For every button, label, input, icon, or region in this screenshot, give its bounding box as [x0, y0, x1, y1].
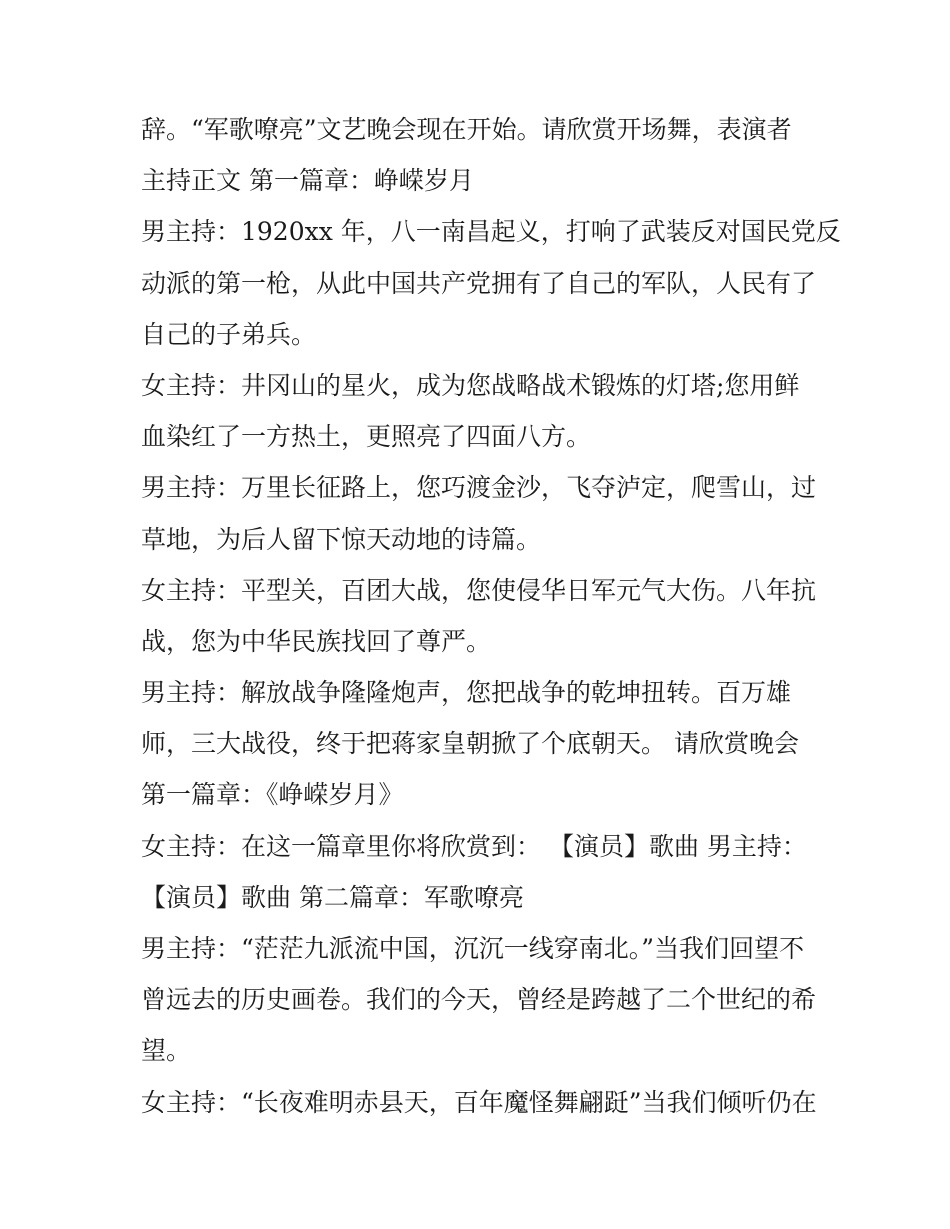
text-line: 望。 — [141, 1036, 192, 1066]
text-line: 女主持：井冈山的星火，成为您战略战术锻炼的灯塔;您用鲜 — [141, 370, 800, 400]
text-line: 师，三大战役，终于把蒋家皇朝掀了个底朝天。 请欣赏晚会 — [141, 729, 799, 759]
text-line: 草地，为后人留下惊天动地的诗篇。 — [141, 524, 542, 554]
text-line: 曾远去的历史画卷。我们的今天，曾经是跨越了二个世纪的希 — [141, 985, 817, 1015]
text-line: 男主持：万里长征路上，您巧渡金沙，飞夺泸定，爬雪山，过 — [141, 473, 817, 503]
text-line: 第一篇章：《峥嵘岁月》 — [141, 780, 404, 810]
text-line: 主持正文 第一篇章：峥嵘岁月 — [141, 166, 474, 196]
text-line: 男主持：1920xx 年，八一南昌起义，打响了武装反对国民党反 — [141, 217, 841, 247]
text-line: 血染红了一方热土，更照亮了四面八方。 — [141, 422, 592, 452]
text-line: 辞。“军歌嘹亮”文艺晚会现在开始。请欣赏开场舞，表演者 — [141, 115, 792, 144]
text-line: 动派的第一枪，从此中国共产党拥有了自己的军队，人民有了 — [141, 268, 817, 298]
text-line: 【演员】歌曲 第二篇章：军歌嘹亮 — [141, 882, 524, 912]
text-line: 自己的子弟兵。 — [141, 319, 317, 349]
text-line: 女主持：“长夜难明赤县天，百年魔怪舞翩跹”当我们倾听仍在 — [141, 1087, 817, 1117]
text-line: 女主持：在这一篇章里你将欣赏到： 【演员】歌曲 男主持： — [141, 831, 807, 861]
text-line: 男主持：解放战争隆隆炮声，您把战争的乾坤扭转。百万雄 — [141, 678, 792, 708]
text-line: 战，您为中华民族找回了尊严。 — [141, 626, 492, 656]
text-line: 女主持：平型关，百团大战，您使侵华日军元气大伤。八年抗 — [141, 575, 817, 605]
document-body — [141, 104, 841, 1128]
text-line: 男主持：“茫茫九派流中国，沉沉一线穿南北。”当我们回望不 — [141, 934, 805, 963]
